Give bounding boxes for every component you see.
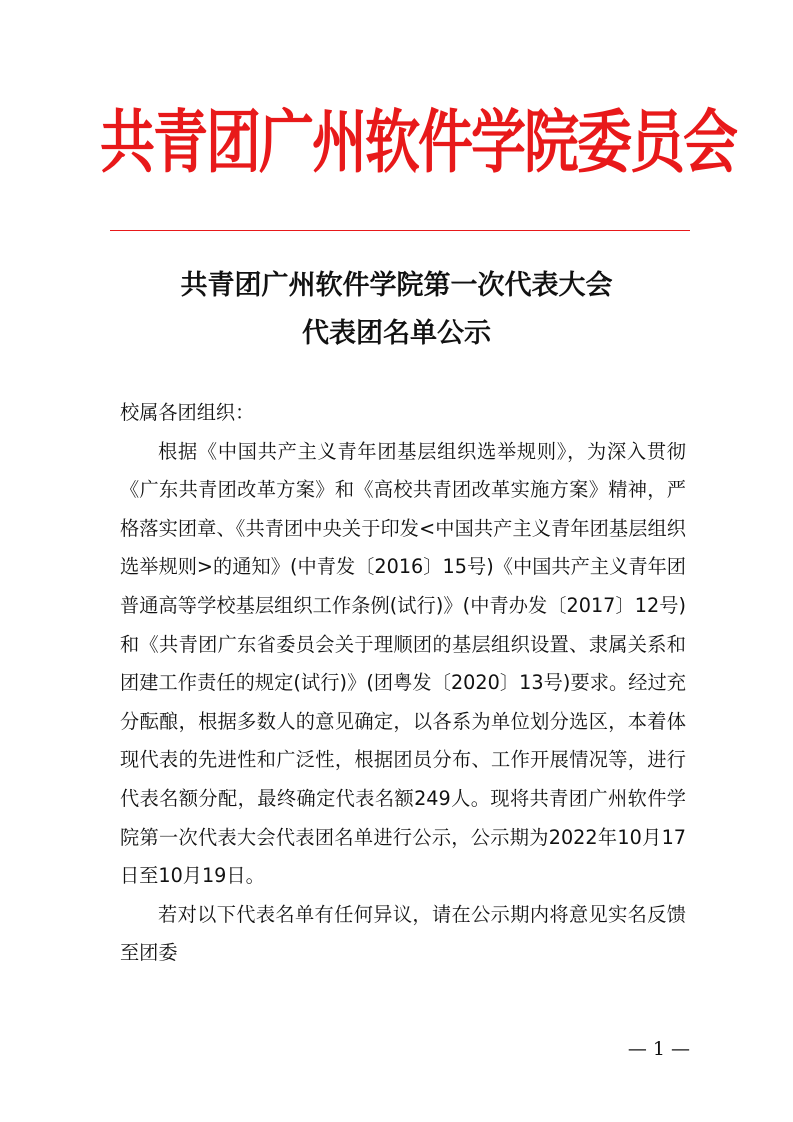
document-body <box>120 394 686 973</box>
red-divider-line <box>110 230 690 231</box>
body-paragraph-1: 根据《中国共产主义青年团基层组织选举规则》，为深入贯彻《广东共青团改革方案》和《高校共青团改革实施方案》精神，严格落实团章、《共青团中央关于印发<中国共产主义青年团基层组织选举规则>的通知》(中青发〔2016〕15号)《中国共产主义青年团普通高等学校基层组织工作条例(试行)》(中青办发〔2017〕12号)和《共青团广东省委员会关于理顺团的基层组织设置、隶属关系和团建工作责任的规定(试行)》(团粤发〔2020〕13号)要求。经过充分酝酿，根据多数人的意见确定，以各系为单位划分选区，本着体现代表的先进性和广泛性，根据团员分布、工作开展情况等，进行代表名额分配，最终确定代表名额249人。现将共青团广州软件学院第一次代表大会代表团名单进行公示，公示期为2022年10月17日至10月19日。 <box>120 439 686 888</box>
document-title-line-2: 代表团名单公示 <box>302 318 491 349</box>
masthead-title: 共青团广州软件学院委员会 <box>100 100 737 182</box>
salutation: 校属各团组织： <box>120 401 255 424</box>
document-title-line-1: 共青团广州软件学院第一次代表大会 <box>180 270 613 301</box>
page-number: — 1 — <box>627 1038 690 1060</box>
document-title <box>90 262 703 358</box>
body-paragraph-2: 若对以下代表名单有任何异议，请在公示期内将意见实名反馈至团委 <box>120 902 686 965</box>
